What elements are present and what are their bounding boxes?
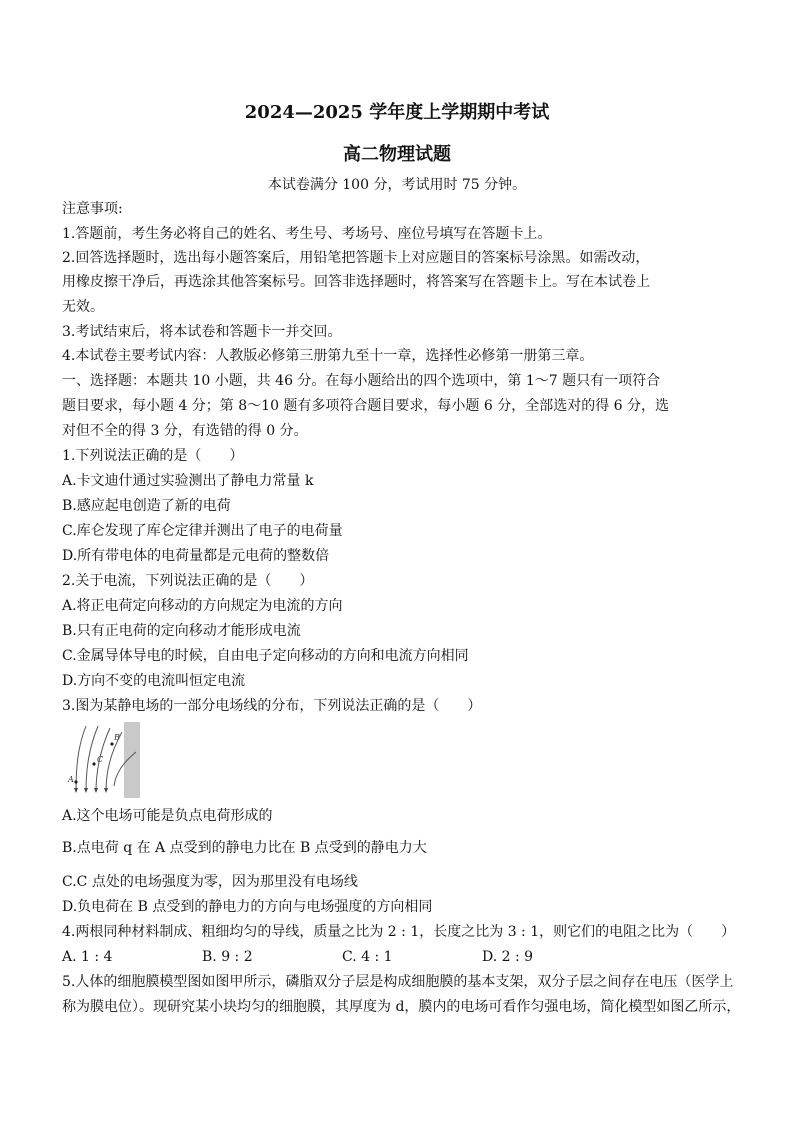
q1-option-c: C.库仑发现了库仑定律并测出了电子的电荷量 <box>62 523 343 539</box>
q2-option-c: C.金属导体导电的时候，自由电子定向移动的方向和电流方向相同 <box>62 648 469 664</box>
section-1-line-3: 对但不全的得 3 分，有选错的得 0 分。 <box>62 423 308 439</box>
notes-heading: 注意事项: <box>62 201 123 217</box>
electric-field-figure <box>64 722 140 798</box>
q3-option-b: B.点电荷 q 在 A 点受到的静电力比在 B 点受到的静电力大 <box>62 840 427 856</box>
note-2-line-1: 2.回答选择题时，选出每小题答案后，用铅笔把答题卡上对应题目的答案标号涂黑。如需改动， <box>62 250 650 266</box>
label-c: C <box>97 755 104 764</box>
label-a: A <box>68 775 74 784</box>
q2-stem: 2.关于电流，下列说法正确的是（ ） <box>62 573 314 589</box>
q3-stem: 3.图为某静电场的一部分电场线的分布，下列说法正确的是（ ） <box>62 698 482 714</box>
note-1: 1.答题前，考生务必将自己的姓名、考生号、考场号、座位号填写在答题卡上。 <box>62 226 552 242</box>
q3-option-c: C.C 点处的电场强度为零，因为那里没有电场线 <box>62 874 358 890</box>
q4-stem: 4.两根同种材料制成、粗细均匀的导线，质量之比为 2 : 1，长度之比为 3 : 1，则它们的电阻之比为（ ） <box>62 924 736 940</box>
exam-subtitle: 高二物理试题 <box>343 144 451 165</box>
section-1-line-1: 一、选择题：本题共 10 小题，共 46 分。在每小题给出的四个选项中，第 1～7 题只有一项符合 <box>62 373 661 389</box>
q1-stem: 1.下列说法正确的是（ ） <box>62 448 244 464</box>
point-b <box>110 742 113 745</box>
section-1-line-2: 题目要求，每小题 4 分；第 8～10 题有多项符合题目要求，每小题 6 分，全部选对的得 6 分，选 <box>62 398 670 414</box>
point-c <box>92 762 95 765</box>
q1-option-d: D.所有带电体的电荷量都是元电荷的整数倍 <box>62 548 330 564</box>
note-3: 3.考试结束后，将本试卷和答题卡一并交回。 <box>62 324 342 340</box>
q3-option-a: A.这个电场可能是负点电荷形成的 <box>62 808 273 824</box>
q4-option-a: A. 1 : 4 <box>62 949 113 965</box>
charged-plate <box>124 722 140 798</box>
q2-option-a: A.将正电荷定向移动的方向规定为电流的方向 <box>62 598 343 614</box>
q1-option-b: B.感应起电创造了新的电荷 <box>62 498 231 514</box>
q3-option-d: D.负电荷在 B 点受到的静电力的方向与电场强度的方向相同 <box>62 899 433 915</box>
note-4: 4.本试卷主要考试内容：人教版必修第三册第九至十一章，选择性必修第一册第三章。 <box>62 348 594 364</box>
point-a <box>74 780 77 783</box>
exam-title: 2024—2025 学年度上学期期中考试 <box>244 102 550 123</box>
exam-meta: 本试卷满分 100 分，考试用时 75 分钟。 <box>267 177 527 193</box>
label-b: B <box>114 733 120 742</box>
q4-option-c: C. 4 : 1 <box>342 949 393 965</box>
q5-line-1: 5.人体的细胞膜模型图如图甲所示，磷脂双分子层是构成细胞膜的基本支架，双分子层之间存在电压（医学上 <box>62 974 734 990</box>
note-2-line-2: 用橡皮擦干净后，再选涂其他答案标号。回答非选择题时，将答案写在答题卡上。写在本试卷上 <box>62 274 650 290</box>
note-2-line-3: 无效。 <box>62 299 104 315</box>
q2-option-b: B.只有正电荷的定向移动才能形成电流 <box>62 623 301 639</box>
q4-options <box>62 947 742 967</box>
q1-option-a: A.卡文迪什通过实验测出了静电力常量 k <box>62 473 314 489</box>
q4-option-b: B. 9 : 2 <box>202 949 253 965</box>
q5-line-2: 称为膜电位）。现研究某小块均匀的细胞膜，其厚度为 d，膜内的电场可看作匀强电场，简化模型如图乙所示， <box>62 999 741 1015</box>
q4-option-d: D. 2 : 9 <box>482 949 534 965</box>
q2-option-d: D.方向不变的电流叫恒定电流 <box>62 673 246 689</box>
